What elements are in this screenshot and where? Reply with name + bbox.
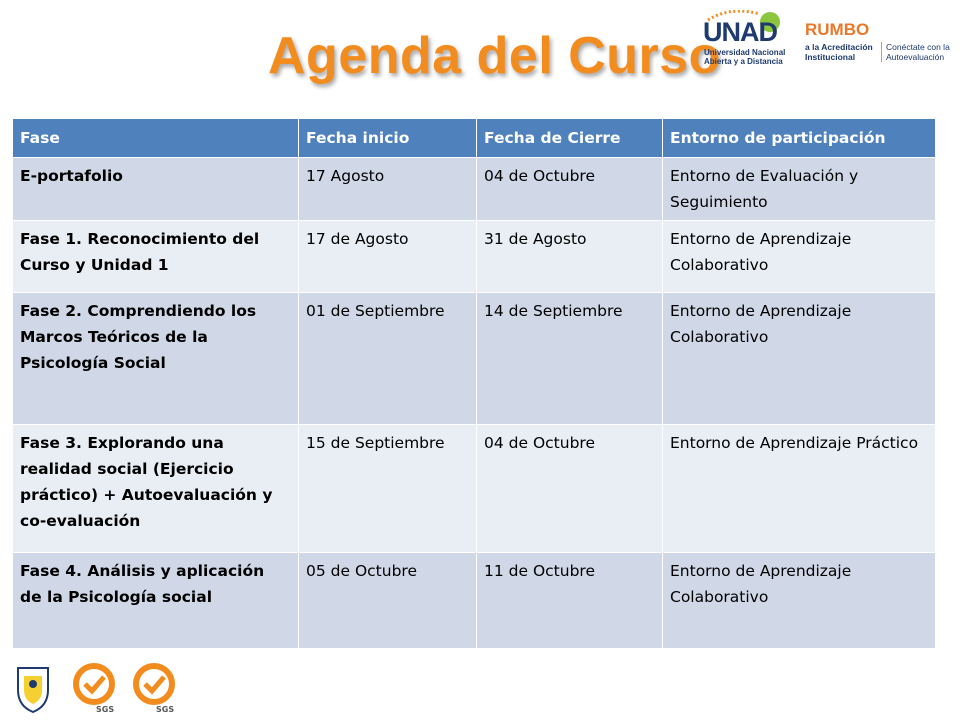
cell-fecha-cierre: 04 de Octubre: [477, 425, 663, 553]
rumbo-tagline-1: a la Acreditación Institucional: [805, 42, 873, 62]
cell-fecha-inicio: 15 de Septiembre: [299, 425, 477, 553]
table-row: [13, 158, 936, 221]
page-title: Agenda del Curso: [268, 27, 721, 85]
cell-fecha-cierre: 31 de Agosto: [477, 221, 663, 293]
cell-fecha-cierre: 11 de Octubre: [477, 553, 663, 649]
table-header-row: [13, 119, 936, 158]
table-row: [13, 293, 936, 425]
cell-fecha-inicio: 17 Agosto: [299, 158, 477, 221]
svg-text:SGS: SGS: [156, 705, 175, 714]
cell-fase: Fase 1. Reconocimiento del Curso y Unidad 1: [13, 221, 299, 293]
svg-text:SGS: SGS: [96, 705, 115, 714]
cell-entorno: Entorno de Aprendizaje Práctico: [663, 425, 936, 553]
check-badge-icon: [70, 660, 122, 714]
table-row: [13, 221, 936, 293]
unad-subtitle: Universidad Nacional Abierta y a Distancia: [704, 48, 786, 66]
header-entorno: Entorno de participación: [663, 119, 936, 158]
table-row: [13, 553, 936, 649]
cell-entorno: Entorno de Aprendizaje Colaborativo: [663, 293, 936, 425]
cell-fecha-inicio: 05 de Octubre: [299, 553, 477, 649]
agenda-table: [12, 118, 936, 649]
footer-logos: [8, 660, 188, 716]
cell-entorno: Entorno de Evaluación y Seguimiento: [663, 158, 936, 221]
cell-entorno: Entorno de Aprendizaje Colaborativo: [663, 221, 936, 293]
check-badge-icon: [130, 660, 182, 714]
header-fecha-cierre: Fecha de Cierre: [477, 119, 663, 158]
table-row: [13, 425, 936, 553]
sgs-cert-logo: [130, 660, 182, 718]
unad-logo-text: UNAD: [703, 17, 777, 47]
cell-fecha-inicio: 17 de Agosto: [299, 221, 477, 293]
cell-fase: Fase 3. Explorando una realidad social (Ejercicio práctico) + Autoevaluación y co-evaluación: [13, 425, 299, 553]
rumbo-logo: [805, 20, 950, 70]
colombia-shield-icon: [8, 660, 58, 714]
sgs-cert-logo: [70, 660, 122, 718]
cell-entorno: Entorno de Aprendizaje Colaborativo: [663, 553, 936, 649]
header-fase: Fase: [13, 119, 299, 158]
cell-fecha-cierre: 04 de Octubre: [477, 158, 663, 221]
cell-fecha-cierre: 14 de Septiembre: [477, 293, 663, 425]
cell-fecha-inicio: 01 de Septiembre: [299, 293, 477, 425]
cell-fase: Fase 4. Análisis y aplicación de la Psicología social: [13, 553, 299, 649]
cell-fase: Fase 2. Comprendiendo los Marcos Teóricos de la Psicología Social: [13, 293, 299, 425]
rumbo-logo-text: RUMBO: [805, 20, 870, 39]
rumbo-tagline-2: Conéctate con la Autoevaluación: [881, 42, 950, 62]
unad-logo: [700, 10, 790, 72]
cell-fase: E-portafolio: [13, 158, 299, 221]
header-fecha-inicio: Fecha inicio: [299, 119, 477, 158]
